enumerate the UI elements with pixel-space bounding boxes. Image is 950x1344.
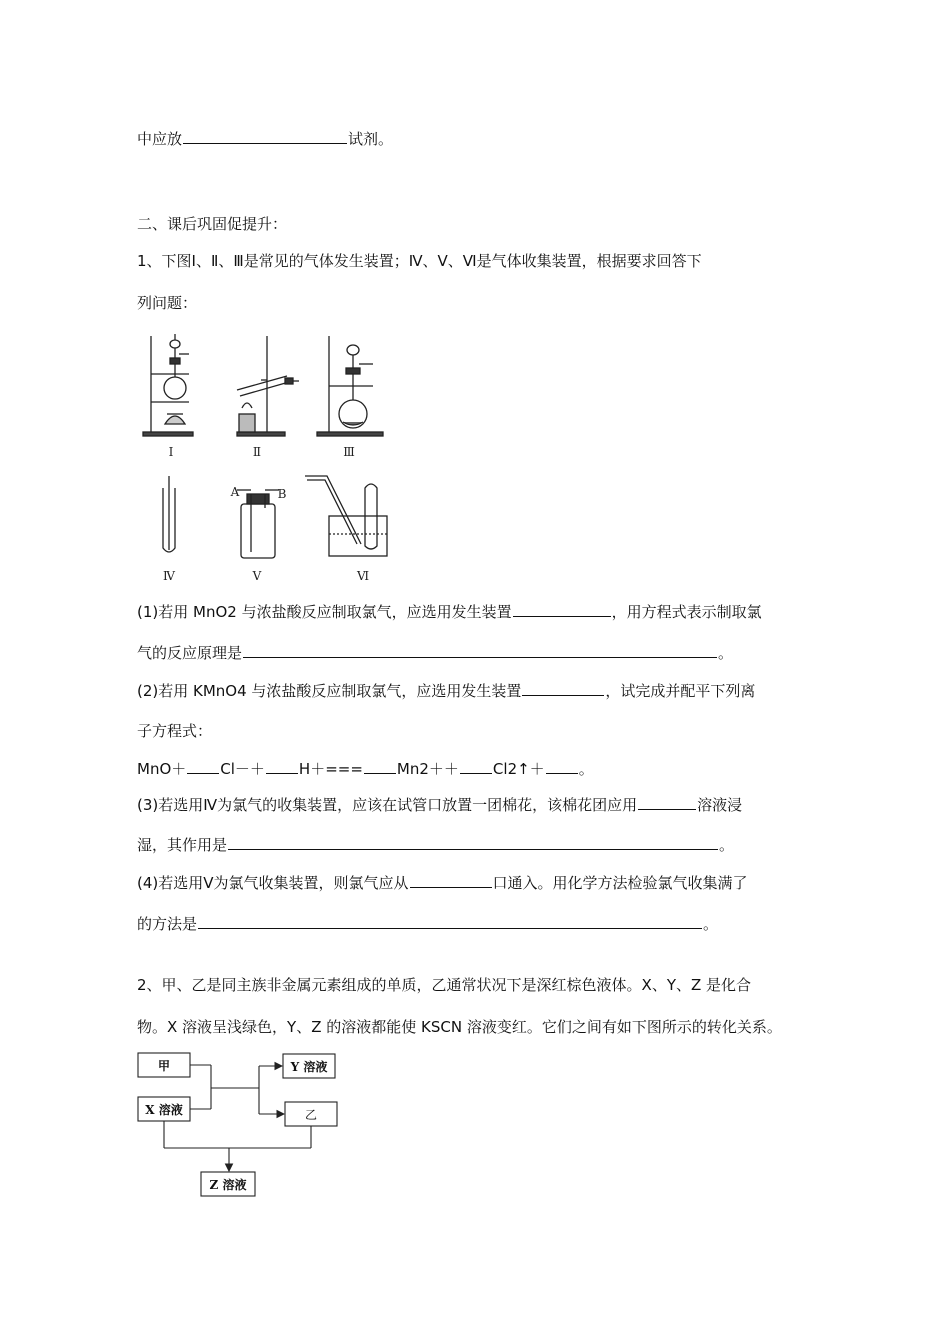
- text: (2)若用 KMnO4 与浓盐酸反应制取氯气，应选用发生装置: [137, 682, 522, 700]
- text: ，用方程式表示制取氯: [611, 603, 762, 621]
- answer-blank[interactable]: [460, 758, 492, 774]
- conversion-diagram: [137, 1050, 342, 1198]
- apparatus-IV: [163, 476, 175, 552]
- label-II: Ⅱ: [252, 445, 262, 459]
- text: 口通入。用化学方法检验氯气收集满了: [492, 874, 748, 892]
- apparatus-V: [237, 490, 279, 558]
- answer-blank[interactable]: [228, 834, 718, 850]
- text: 。: [578, 760, 594, 778]
- ion-equation: [137, 758, 594, 779]
- part-1-line-b: [137, 642, 733, 663]
- apparatus-I: [143, 334, 193, 436]
- label-yi: 乙: [304, 1108, 318, 1122]
- text: (4)若选用Ⅴ为氯气收集装置，则氯气应从: [137, 874, 409, 892]
- apparatus-III: [317, 336, 383, 436]
- label-z: Z 溶液: [209, 1178, 247, 1192]
- text: ，试完成并配平下列离: [605, 682, 756, 700]
- answer-blank[interactable]: [198, 913, 702, 929]
- text: 。: [719, 836, 735, 854]
- text-line-0: [137, 128, 393, 149]
- question-2-line-a: 2、甲、乙是同主族非金属元素组成的单质，乙通常状况下是深红棕色液体。X、Y、Z 是化合: [137, 976, 752, 994]
- part-1-line-a: [137, 601, 762, 622]
- label-x: X 溶液: [145, 1103, 183, 1117]
- text: 溶液浸: [697, 796, 743, 814]
- text: (1)若用 MnO2 与浓盐酸反应制取氯气，应选用发生装置: [137, 603, 512, 621]
- text: H＋===: [298, 760, 363, 778]
- label-V: Ⅴ: [252, 569, 262, 583]
- answer-blank[interactable]: [410, 872, 492, 888]
- answer-blank[interactable]: [243, 642, 717, 658]
- text: 。: [703, 915, 719, 933]
- text: 试剂。: [348, 130, 394, 148]
- text: Cl－＋: [220, 760, 265, 778]
- text: Mn2＋＋: [396, 760, 459, 778]
- part-4-line-b: [137, 913, 718, 934]
- answer-blank[interactable]: [522, 680, 604, 696]
- text: 的方法是: [137, 915, 198, 933]
- question-1-line-a: 1、下图Ⅰ、Ⅱ、Ⅲ是常见的气体发生装置；Ⅳ、Ⅴ、Ⅵ是气体收集装置，根据要求回答下: [137, 252, 702, 270]
- label-A: A: [230, 485, 240, 499]
- label-VI: Ⅵ: [356, 569, 370, 583]
- label-B: B: [277, 487, 287, 501]
- apparatus-VI: [305, 476, 387, 556]
- label-IV: Ⅳ: [163, 569, 175, 583]
- apparatus-figure: [137, 328, 397, 586]
- text: 气的反应原理是: [137, 644, 243, 662]
- answer-blank[interactable]: [364, 758, 396, 774]
- answer-blank[interactable]: [266, 758, 298, 774]
- part-3-line-a: [137, 794, 742, 815]
- part-2-line-a: [137, 680, 755, 701]
- answer-blank[interactable]: [513, 601, 611, 617]
- question-1-line-b: 列问题：: [137, 294, 198, 312]
- apparatus-II: [237, 336, 299, 436]
- text: 。: [718, 644, 734, 662]
- part-3-line-b: [137, 834, 734, 855]
- answer-blank[interactable]: [187, 758, 219, 774]
- label-y: Y 溶液: [290, 1060, 328, 1074]
- text: (3)若选用Ⅳ为氯气的收集装置，应该在试管口放置一团棉花，该棉花团应用: [137, 796, 638, 814]
- answer-blank[interactable]: [546, 758, 578, 774]
- answer-blank[interactable]: [183, 128, 347, 144]
- answer-blank[interactable]: [638, 794, 696, 810]
- text: MnO＋: [137, 760, 187, 778]
- label-jia: 甲: [157, 1059, 171, 1073]
- text: 中应放: [137, 130, 183, 148]
- label-III: Ⅲ: [343, 445, 355, 459]
- part-2-line-b: 子方程式：: [137, 722, 213, 740]
- section-heading: 二、课后巩固促提升：: [137, 215, 288, 233]
- label-I: Ⅰ: [168, 445, 174, 459]
- question-2-line-b: 物。X 溶液呈浅绿色，Y、Z 的溶液都能使 KSCN 溶液变红。它们之间有如下图所示的转化关系。: [137, 1018, 782, 1036]
- text: Cl2↑＋: [492, 760, 545, 778]
- part-4-line-a: [137, 872, 748, 893]
- text: 湿，其作用是: [137, 836, 228, 854]
